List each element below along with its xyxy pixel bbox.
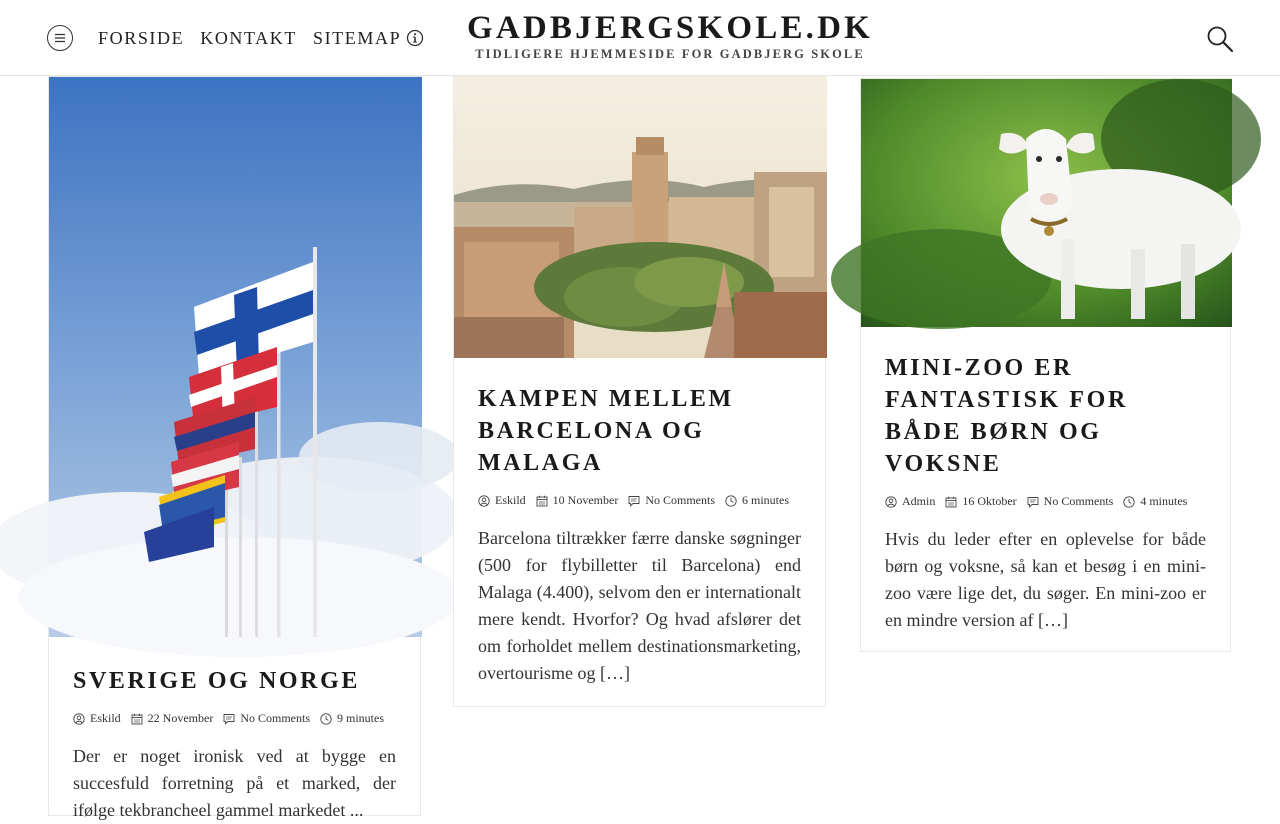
post-meta (73, 711, 396, 726)
site-brand[interactable] (440, 10, 900, 62)
post-date: 10 November (536, 493, 619, 508)
post-title[interactable]: MINI-ZOO ER FANTASTISK FOR BÅDE BØRN OG VOKSNE (885, 355, 1128, 477)
post-comments[interactable]: No Comments (223, 711, 310, 726)
post-comments[interactable]: No Comments (1027, 494, 1114, 509)
white-goat-photo[interactable] (861, 79, 1232, 327)
post-read-time: 9 minutes (320, 711, 384, 726)
post-date: 22 November (131, 711, 214, 726)
post-meta (885, 494, 1206, 509)
comment-icon (628, 495, 640, 507)
post-excerpt: Hvis du leder efter en oplevelse for både børn og voksne, så kan et besøg i en mini-zoo være lige det, du søger. En mini-zoo er en mindre version af […] (885, 529, 1206, 630)
site-subtitle: TIDLIGERE HJEMMESIDE FOR GADBJERG SKOLE (475, 47, 865, 61)
post-excerpt: Der er noget ironisk ved at bygge en succesfuld forretning på et marked, der ifølge tekbrancheel gammel markedet ... (73, 746, 396, 820)
flags-on-poles-photo[interactable] (49, 77, 422, 637)
info-icon[interactable] (406, 29, 424, 47)
post-author[interactable]: Eskild (478, 493, 526, 508)
search-icon[interactable] (1205, 24, 1235, 54)
post-read-time: 6 minutes (725, 493, 789, 508)
hamburger-menu-icon[interactable] (47, 25, 73, 51)
nav-item-forside[interactable]: FORSIDE (98, 28, 185, 48)
post-card (48, 76, 421, 820)
post-comments[interactable]: No Comments (628, 493, 715, 508)
post-card (860, 78, 1231, 652)
user-icon (885, 496, 897, 508)
comment-icon (1027, 496, 1039, 508)
post-read-time: 4 minutes (1123, 494, 1187, 509)
site-header (0, 0, 1280, 76)
clock-icon (725, 495, 737, 507)
post-excerpt: Barcelona tiltrækker færre danske søgninger (500 for flybilletter til Barcelona) end Malaga (4.400), selvom den er internationalt mere kendt. Hvorfor? Og hvad afslører det om forholdet mellem destinationsmarketing, overtourisme og […] (478, 528, 801, 683)
clock-icon (320, 713, 332, 725)
calendar-icon (536, 495, 548, 507)
post-meta (478, 493, 801, 508)
calendar-icon (131, 713, 143, 725)
barcelona-cityscape-photo[interactable] (454, 77, 827, 358)
post-title[interactable]: SVERIGE OG NORGE (73, 668, 360, 694)
post-date: 16 Oktober (945, 494, 1016, 509)
comment-icon (223, 713, 235, 725)
calendar-icon (945, 496, 957, 508)
nav-item-sitemap[interactable]: SITEMAP (312, 28, 402, 48)
clock-icon (1123, 496, 1135, 508)
post-card (453, 76, 826, 707)
user-icon (73, 713, 85, 725)
site-title[interactable]: GADBJERGSKOLE.DK (466, 10, 873, 46)
post-title[interactable]: KAMPEN MELLEM BARCELONA OG MALAGA (478, 386, 734, 476)
post-author[interactable]: Eskild (73, 711, 121, 726)
main-nav (98, 28, 417, 48)
nav-item-kontakt[interactable]: KONTAKT (200, 28, 297, 48)
user-icon (478, 495, 490, 507)
post-author[interactable]: Admin (885, 494, 935, 509)
